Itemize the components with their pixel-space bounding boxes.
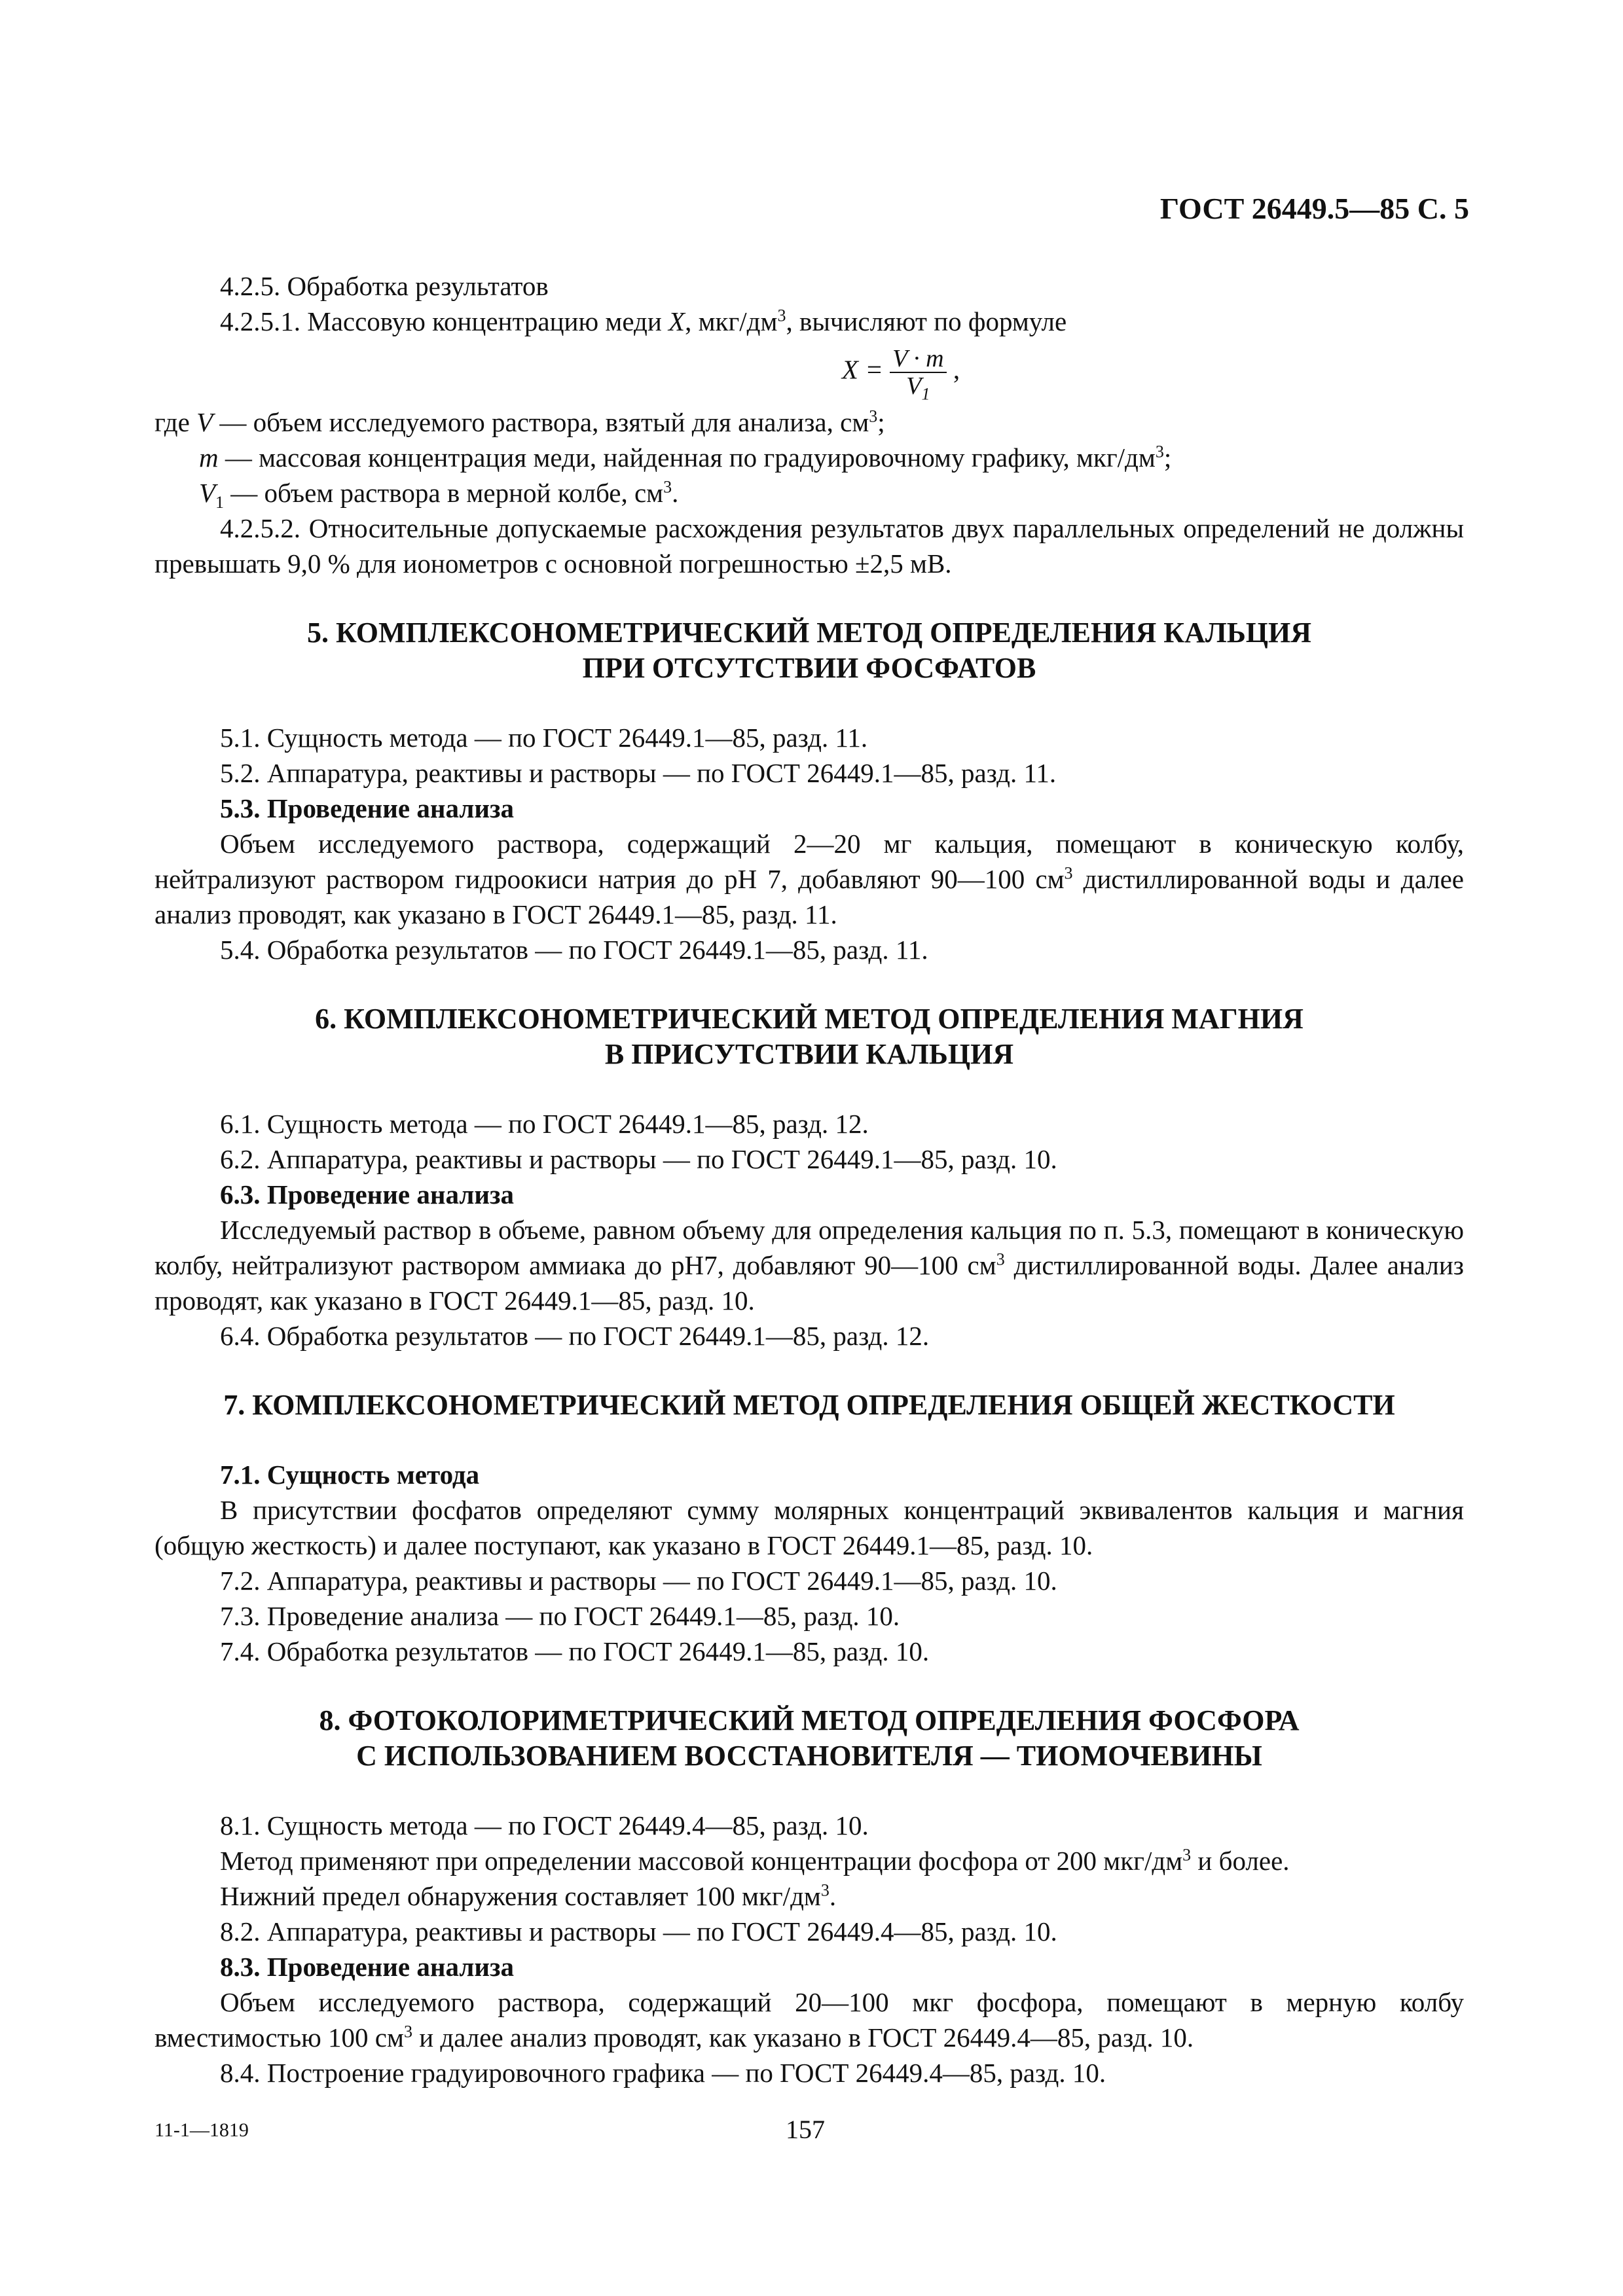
section-5-title: 5. КОМПЛЕКСОНОМЕТРИЧЕСКИЙ МЕТОД ОПРЕДЕЛЕНИЯ КАЛЬЦИЯ ПРИ ОТСУТСТВИИ ФОСФАТОВ (306, 617, 1312, 684)
where-v1: $V_1$ — объем раствора в мерной колбе, $см^3$. (199, 477, 679, 512)
page-header: ГОСТ 26449.5—85 С. 5 (1159, 192, 1469, 225)
page-number: 157 (786, 2115, 825, 2144)
paragraph-7-1-text: В присутствии фосфатов определяют сумму молярных концентраций эквивалентов кальция и магния (общую жесткость) и далее поступают, как указано в ГОСТ 26449.1—85, разд. 10. (155, 1495, 1464, 1560)
paragraph-6-3-text: Исследуемый раствор в объеме, равном объему для определения кальция по п. 5.3, помещают в коническую колбу, нейтрализуют раствором аммиака до рН7, добавляют 90—100 $см^3$ дистиллированной воды. Далее анализ проводят, как указано в ГОСТ 26449.1—85, разд. 10. (155, 1215, 1464, 1316)
section-6-title: 6. КОМПЛЕКСОНОМЕТРИЧЕСКИЙ МЕТОД ОПРЕДЕЛЕНИЯ МАГНИЯ В ПРИСУТСТВИИ КАЛЬЦИЯ (315, 1003, 1304, 1070)
paragraph-4-2-5-2: 4.2.5.2. Относительные допускаемые расхождения результатов двух параллельных определений не должны превышать 9,0 % для ионометров с основной погрешностью ±2,5 мВ. (155, 513, 1464, 579)
paragraph-7-4: 7.4. Обработка результатов — по ГОСТ 26449.1—85, разд. 10. (220, 1636, 930, 1666)
paragraph-6-3-heading: 6.3. Проведение анализа (220, 1179, 514, 1210)
paragraph-4-2-5-1: 4.2.5.1. Массовую концентрацию меди X, мкг/$дм^3$, вычисляют по формуле (220, 306, 1067, 336)
paragraph-7-1-heading: 7.1. Сущность метода (220, 1460, 480, 1490)
paragraph-8-3-heading: 8.3. Проведение анализа (220, 1952, 514, 1982)
section-8-title: 8. ФОТОКОЛОРИМЕТРИЧЕСКИЙ МЕТОД ОПРЕДЕЛЕНИЯ ФОСФОРА С ИСПОЛЬЗОВАНИЕМ ВОССТАНОВИТЕЛЯ — ТИОМОЧЕВИНЫ (319, 1704, 1300, 1772)
paragraph-6-1: 6.1. Сущность метода — по ГОСТ 26449.1—85, разд. 12. (220, 1109, 869, 1139)
paragraph-4-2-5: 4.2.5. Обработка результатов (220, 271, 549, 301)
paragraph-6-2: 6.2. Аппаратура, реактивы и растворы — по ГОСТ 26449.1—85, разд. 10. (220, 1144, 1057, 1174)
paragraph-6-4: 6.4. Обработка результатов — по ГОСТ 26449.1—85, разд. 12. (220, 1321, 930, 1351)
section-7-title: 7. КОМПЛЕКСОНОМЕТРИЧЕСКИЙ МЕТОД ОПРЕДЕЛЕНИЯ ОБЩЕЙ ЖЕСТКОСТИ (223, 1389, 1395, 1421)
paragraph-8-2: 8.2. Аппаратура, реактивы и растворы — по ГОСТ 26449.4—85, разд. 10. (220, 1916, 1057, 1946)
document-body (155, 268, 1464, 2090)
paragraph-8-3-text: Объем исследуемого раствора, содержащий 20—100 мкг фосфора, помещают в мерную колбу вместимостью 100 $см^3$ и далее анализ проводят, как указано в ГОСТ 26449.4—85, разд. 10. (155, 1987, 1464, 2053)
formula-denominator: $V_1$ (906, 372, 930, 404)
paragraph-5-3-heading: 5.3. Проведение анализа (220, 793, 514, 823)
paragraph-8-4: 8.4. Построение градуировочного графика — по ГОСТ 26449.4—85, разд. 10. (220, 2058, 1106, 2088)
paragraph-8-1-method: Метод применяют при определении массовой концентрации фосфора от 200 мкг/$дм^3$ и более. (220, 1845, 1290, 1876)
formula-copper: X = $\frac{V \cdot m}{V_1}$ , (841, 345, 960, 404)
paragraph-5-3-text: Объем исследуемого раствора, содержащий 2—20 мг кальция, помещают в коническую колбу, нейтрализуют раствором гидроокиси натрия до рН 7, добавляют 90—100 $см^3$ дистиллированной воды и далее анализ проводят, как указано в ГОСТ 26449.1—85, разд. 11. (155, 829, 1464, 929)
where-m: m — массовая концентрация меди, найденная по градуировочному графику, мкг/$дм^3$; (199, 442, 1172, 473)
paragraph-5-2: 5.2. Аппаратура, реактивы и растворы — по ГОСТ 26449.1—85, разд. 11. (220, 758, 1057, 788)
formula-numerator: V · m (890, 346, 946, 373)
formula-lhs: X = (841, 354, 883, 385)
paragraph-7-3: 7.3. Проведение анализа — по ГОСТ 26449.1—85, разд. 10. (220, 1601, 900, 1631)
paragraph-8-1-limit: Нижний предел обнаружения составляет 100 мкг/$дм^3$. (220, 1880, 837, 1911)
footer-print-code: 11-1—1819 (155, 2119, 249, 2141)
paragraph-5-1: 5.1. Сущность метода — по ГОСТ 26449.1—85, разд. 11. (220, 723, 868, 753)
where-v: где V — объем исследуемого раствора, взятый для анализа, $см^3$; (155, 406, 885, 437)
paragraph-5-4: 5.4. Обработка результатов — по ГОСТ 26449.1—85, разд. 11. (220, 935, 928, 965)
paragraph-7-2: 7.2. Аппаратура, реактивы и растворы — по ГОСТ 26449.1—85, разд. 10. (220, 1566, 1057, 1596)
formula-fraction (890, 345, 946, 404)
paragraph-8-1: 8.1. Сущность метода — по ГОСТ 26449.4—85, разд. 10. (220, 1810, 869, 1840)
